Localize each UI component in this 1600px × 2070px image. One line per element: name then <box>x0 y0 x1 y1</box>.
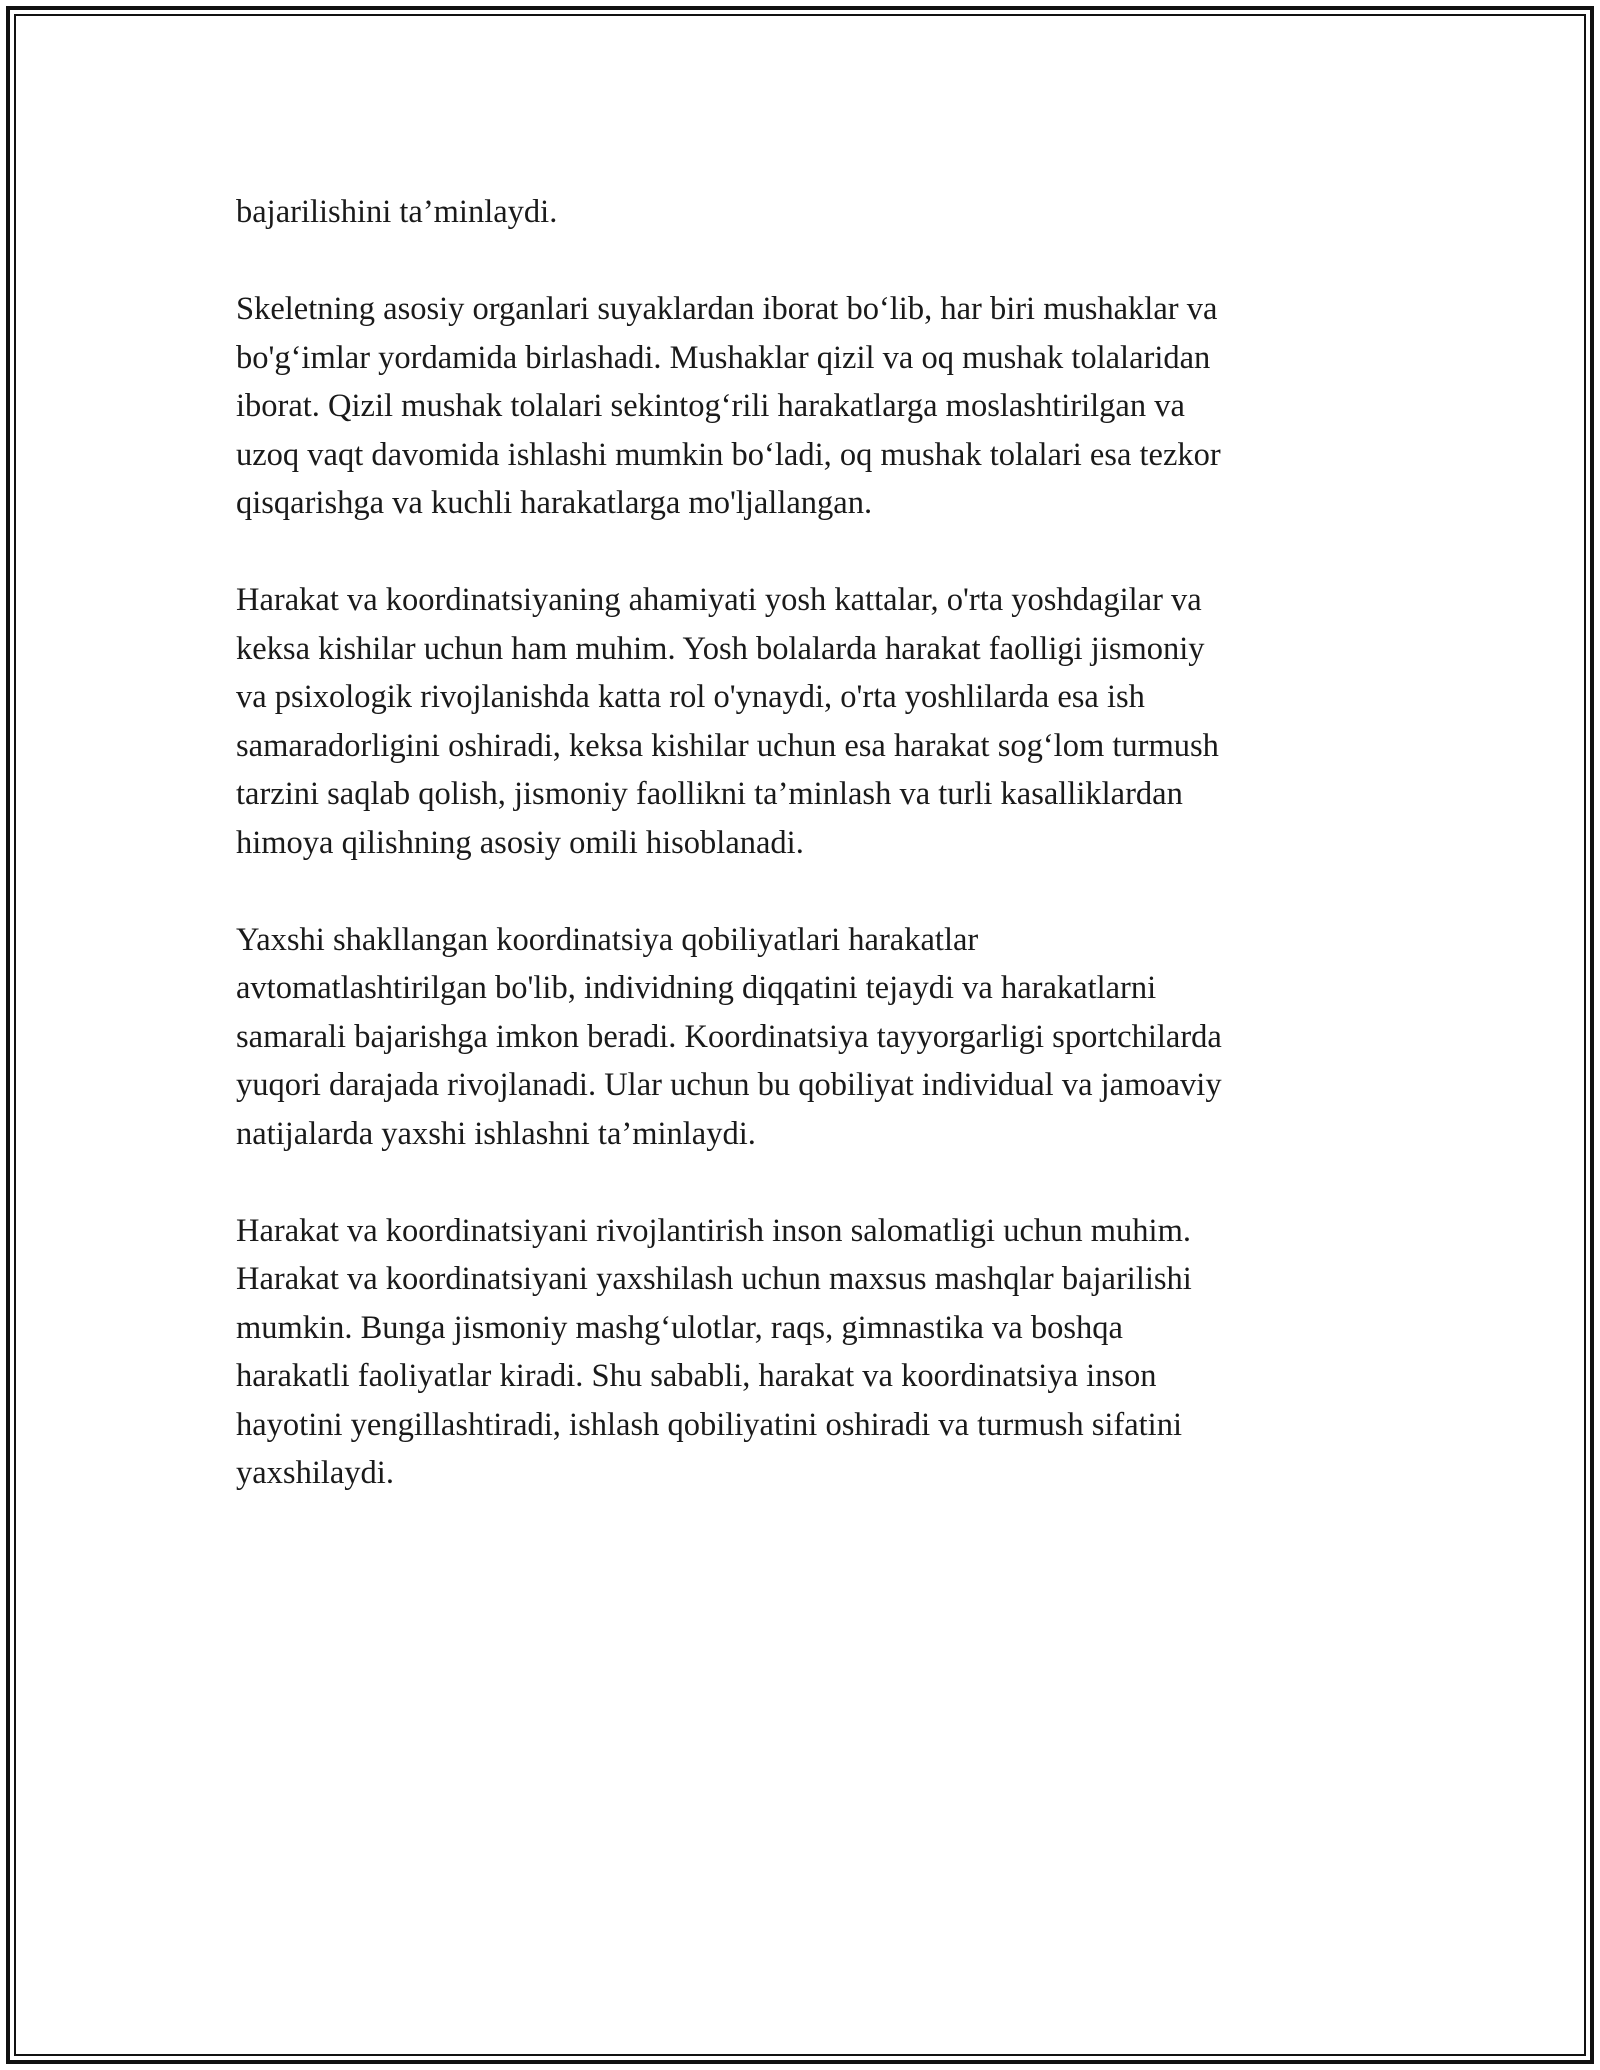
paragraph-skeleton-muscles: Skeletning asosiy organlari suyaklardan iborat bo‘lib, har biri mushaklar va bo'g‘imlar yordamida birlashadi. Mushaklar qizil va oq mushak tolalaridan iborat. Qizil mushak tolalari sekintog‘rili harakatlarga moslashtirilgan va uzoq vaqt davomida ishlashi mumkin bo‘ladi, oq mushak tolalari esa tezkor qisqarishga va kuchli harakatlarga mo'ljallangan. <box>236 291 1221 521</box>
paragraph-coordination-abilities: Yaxshi shakllangan koordinatsiya qobiliyatlari harakatlar avtomatlashtirilgan bo'lib, individning diqqatini tejaydi va harakatlarni samarali bajarishga imkon beradi. Koordinatsiya tayyorgarligi sportchilarda yuqori darajada rivojlanadi. Ular uchun bu qobiliyat individual va jamoaviy natijalarda yaxshi ishlashni ta’minlaydi. <box>236 921 1222 1152</box>
paragraph-continuation: bajarilishini ta’minlaydi. <box>236 194 558 230</box>
document-body <box>236 188 1376 1546</box>
paragraph-development-health: Harakat va koordinatsiyani rivojlantirish inson salomatligi uchun muhim. Harakat va koordinatsiyani yaxshilash uchun maxsus mashqlar bajarilishi mumkin. Bunga jismoniy mashg‘ulotlar, raqs, gimnastika va boshqa harakatli faoliyatlar kiradi. Shu sababli, harakat va koordinatsiya inson hayotini yengillashtiradi, ishlash qobiliyatini oshiradi va turmush sifatini yaxshilaydi. <box>236 1212 1192 1491</box>
paragraph-age-importance: Harakat va koordinatsiyaning ahamiyati yosh kattalar, o'rta yoshdagilar va keksa kishilar uchun ham muhim. Yosh bolalarda harakat faolligi jismoniy va psixologik rivojlanishda katta rol o'ynaydi, o'rta yoshlilarda esa ish samaradorligini oshiradi, keksa kishilar uchun esa harakat sog‘lom turmush tarzini saqlab qolish, jismoniy faollikni ta’minlash va turli kasalliklardan himoya qilishning asosiy omili hisoblanadi. <box>236 582 1219 861</box>
